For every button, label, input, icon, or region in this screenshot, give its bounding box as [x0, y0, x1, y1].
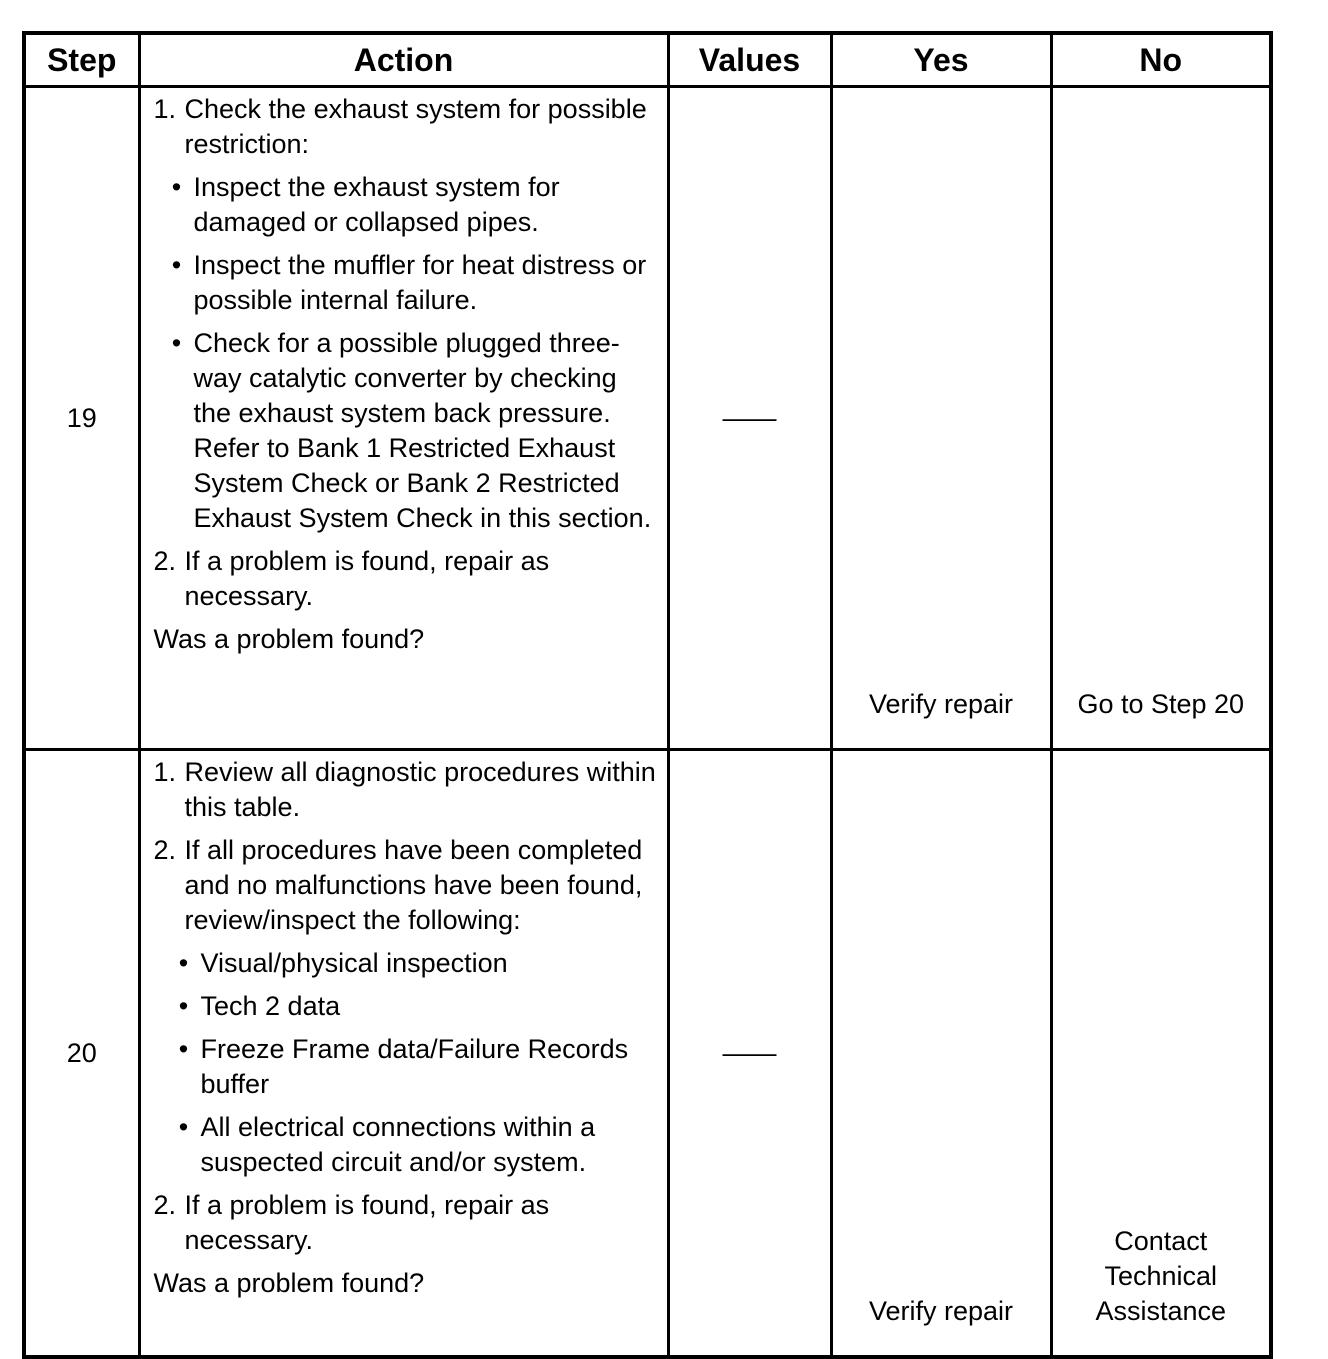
action-item — [154, 833, 657, 938]
table-row-step-19 — [24, 87, 1271, 750]
bullet-mark: • — [178, 1112, 189, 1142]
item-number: 1. — [153, 94, 177, 124]
header-values: Values — [668, 33, 831, 87]
step-number: 20 — [24, 750, 139, 1358]
values-cell: —— — [668, 750, 831, 1358]
item-number: 2. — [153, 835, 177, 865]
bullet-mark: • — [171, 172, 182, 202]
no-result-text: Contact Technical Assistance — [1095, 1226, 1227, 1326]
header-yes: Yes — [831, 33, 1051, 87]
bullet-mark: • — [178, 948, 189, 978]
diagnostic-table — [22, 31, 1273, 1359]
bullet-text: Inspect the muffler for heat distress or possible internal failure. — [193, 250, 647, 315]
question-text: Was a problem found? — [153, 624, 425, 654]
bullet-item — [154, 1032, 657, 1102]
item-text: If all procedures have been completed and no malfunctions have been found, review/inspect the following: — [184, 835, 643, 935]
bullet-text: Inspect the exhaust system for damaged or collapsed pipes. — [193, 172, 560, 237]
bullet-mark: • — [178, 1034, 189, 1064]
action-cell — [139, 750, 668, 1358]
bullet-text: Freeze Frame data/Failure Records buffer — [200, 1034, 629, 1099]
yes-result: Verify repair — [831, 87, 1051, 750]
header-action: Action — [139, 33, 668, 87]
bullet-item — [154, 326, 657, 536]
yes-result: Verify repair — [831, 750, 1051, 1358]
bullet-item — [154, 989, 657, 1024]
table-row-step-20 — [24, 750, 1271, 1358]
action-item — [154, 1188, 657, 1258]
item-text: Review all diagnostic procedures within this table. — [184, 757, 656, 822]
bullet-item — [154, 946, 657, 981]
action-cell — [139, 87, 668, 750]
bullet-mark: • — [171, 250, 182, 280]
bullet-text: Tech 2 data — [200, 991, 341, 1021]
action-item — [154, 92, 657, 162]
values-cell: —— — [668, 87, 831, 750]
no-result: Go to Step 20 — [1051, 87, 1271, 750]
step-number: 19 — [24, 87, 139, 750]
item-text: Check the exhaust system for possible restriction: — [184, 94, 647, 159]
action-item — [154, 755, 657, 825]
header-row — [24, 33, 1271, 87]
bullet-mark: • — [178, 991, 189, 1021]
action-item — [154, 544, 657, 614]
bullet-item — [154, 1110, 657, 1180]
item-text: If a problem is found, repair as necessary. — [184, 546, 550, 611]
bullet-item — [154, 248, 657, 318]
header-no: No — [1051, 33, 1271, 87]
bullet-mark: • — [171, 328, 182, 358]
no-result — [1051, 750, 1271, 1358]
bullet-text: Check for a possible plugged three-way catalytic converter by checking the exhaust system back pressure. Refer to Bank 1 Restricted Exhaust System Check or Bank 2 Restricted Exhaust System Check in this section. — [193, 328, 652, 533]
item-text: If a problem is found, repair as necessary. — [184, 1190, 550, 1255]
bullet-text: Visual/physical inspection — [200, 948, 508, 978]
question-text: Was a problem found? — [153, 1268, 425, 1298]
bullet-item — [154, 170, 657, 240]
header-step: Step — [24, 33, 139, 87]
item-number: 2. — [153, 1190, 177, 1220]
item-number: 1. — [153, 757, 177, 787]
bullet-text: All electrical connections within a suspected circuit and/or system. — [200, 1112, 596, 1177]
item-number: 2. — [153, 546, 177, 576]
